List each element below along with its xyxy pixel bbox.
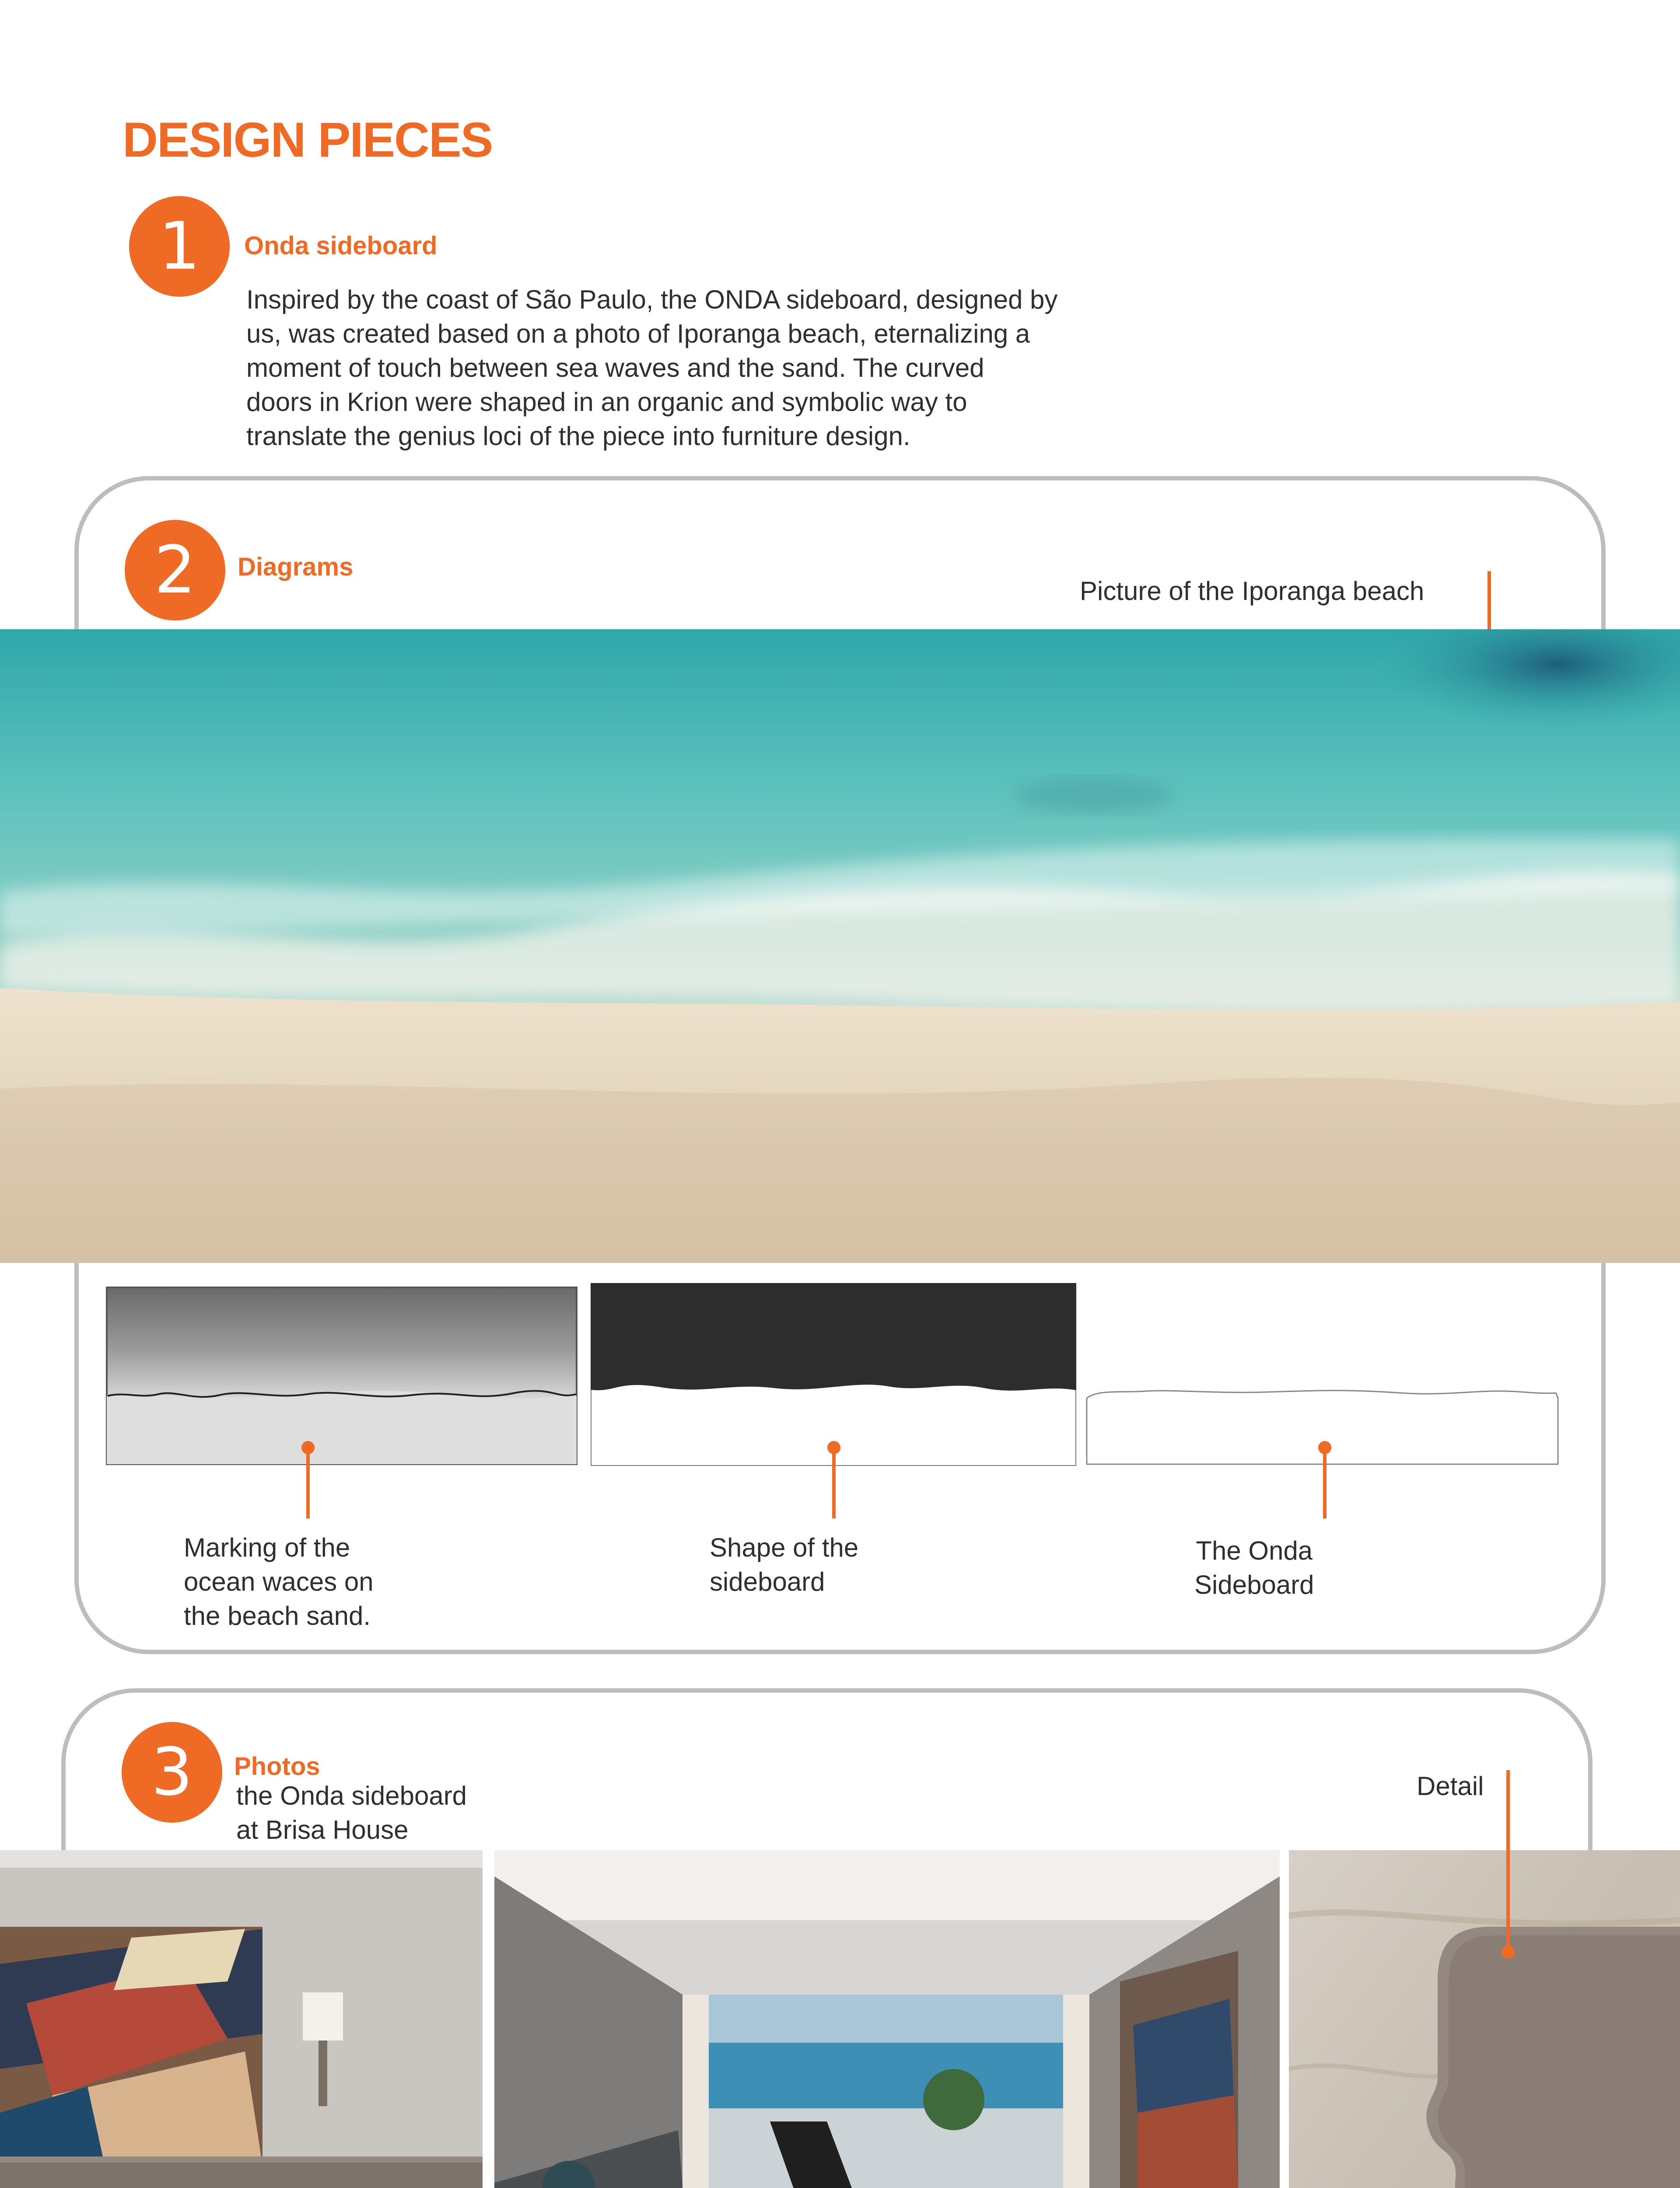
page-title: DESIGN PIECES	[122, 112, 493, 167]
marking-diagram	[106, 1287, 578, 1465]
beach-photo-caption: Picture of the Iporanga beach	[1080, 576, 1424, 606]
onda-description	[246, 283, 1058, 453]
sideboard-detail-photo	[1289, 1850, 1680, 2188]
onda-pointer	[1323, 1444, 1326, 1518]
sideboard-shape-diagram	[591, 1283, 1076, 1466]
section-number-1: 1	[129, 196, 230, 297]
description-line: moment of touch between sea waves and the sand. The curved	[246, 353, 984, 382]
onda-label	[1194, 1534, 1314, 1602]
subtitle-line: at Brisa House	[236, 1815, 409, 1844]
section-number-3: 3	[122, 1722, 222, 1823]
shape-label	[710, 1531, 858, 1599]
iporanga-beach-photo	[0, 629, 1680, 1263]
description-line: us, was created based on a photo of Iporanga beach, eternalizing a	[246, 319, 1030, 348]
description-line: translate the genius loci of the piece into furniture design.	[246, 421, 910, 451]
subtitle-line: the Onda sideboard	[236, 1781, 467, 1810]
photos-subtitle	[236, 1779, 467, 1847]
section-title-onda-sideboard: Onda sideboard	[244, 231, 438, 260]
living-room-photo-center	[494, 1850, 1280, 2188]
label-line: sideboard	[710, 1567, 825, 1596]
marking-label	[184, 1531, 374, 1633]
label-line: the beach sand.	[184, 1601, 371, 1630]
label-line: Sideboard	[1194, 1570, 1314, 1599]
detail-caption: Detail	[1417, 1771, 1484, 1801]
label-line: Shape of the	[710, 1533, 859, 1562]
section-title-photos: Photos	[234, 1752, 320, 1781]
detail-pointer	[1506, 1770, 1510, 1952]
shape-pointer	[832, 1444, 836, 1518]
marking-pointer	[306, 1444, 310, 1518]
label-line: Marking of the	[184, 1533, 350, 1562]
section-title-diagrams: Diagrams	[238, 553, 354, 581]
description-line: doors in Krion were shaped in an organic and symbolic way to	[246, 387, 967, 417]
label-line: The Onda	[1196, 1536, 1313, 1565]
living-room-photo-left	[0, 1850, 483, 2188]
section-number-2: 2	[125, 520, 225, 621]
description-line: Inspired by the coast of São Paulo, the ONDA sideboard, designed by	[246, 285, 1058, 314]
label-line: ocean waces on	[184, 1567, 374, 1596]
